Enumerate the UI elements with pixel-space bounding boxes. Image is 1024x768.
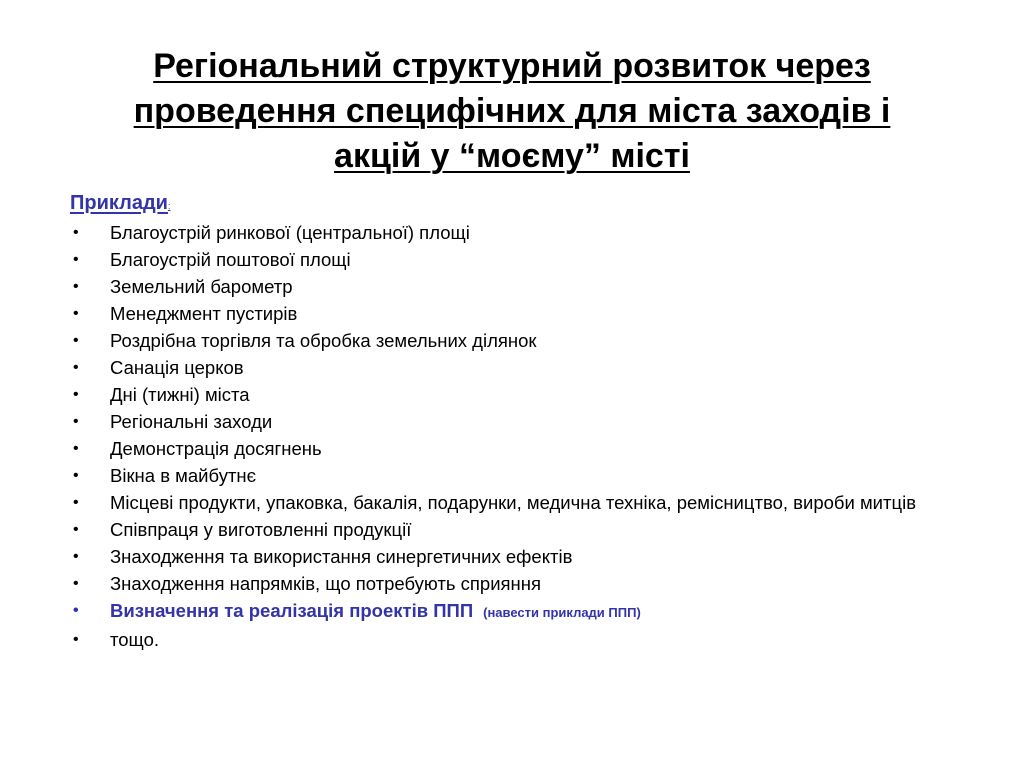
list-item bbox=[70, 492, 970, 513]
list-item-text: Благоустрій ринкової (центральної) площі bbox=[110, 222, 470, 243]
list-item bbox=[70, 465, 970, 486]
list-item bbox=[70, 384, 970, 405]
list-item-text: тощо. bbox=[110, 629, 159, 650]
list-item bbox=[70, 411, 970, 432]
list-item bbox=[70, 519, 970, 540]
list-item bbox=[70, 249, 970, 270]
list-item-text: Благоустрій поштової площі bbox=[110, 249, 351, 270]
list-item bbox=[70, 303, 970, 324]
bullet-icon: • bbox=[73, 386, 79, 403]
list-item-text: Регіональні заходи bbox=[110, 411, 273, 432]
list-item-text: Знаходження та використання синергетичних ефектів bbox=[110, 546, 573, 567]
bullet-icon: • bbox=[73, 575, 79, 592]
title-line-1: Регіональний структурний розвиток через bbox=[153, 47, 871, 85]
list-item-note: (навести приклади ППП) bbox=[483, 605, 641, 620]
list-item-text: Санація церков bbox=[110, 357, 244, 378]
bullet-icon: • bbox=[73, 494, 79, 511]
list-item bbox=[70, 629, 970, 650]
list-item bbox=[70, 438, 970, 459]
bullet-icon: • bbox=[73, 467, 79, 484]
bullet-icon: • bbox=[73, 224, 79, 241]
examples-list bbox=[70, 222, 970, 656]
bullet-icon: • bbox=[73, 602, 79, 619]
list-item-text: Дні (тижні) міста bbox=[110, 384, 250, 405]
bullet-icon: • bbox=[73, 413, 79, 430]
list-item-highlighted bbox=[70, 600, 970, 623]
list-item bbox=[70, 573, 970, 594]
examples-heading-label: Приклади bbox=[70, 192, 168, 214]
examples-heading-colon: : bbox=[167, 201, 171, 211]
list-item bbox=[70, 330, 970, 351]
bullet-icon: • bbox=[73, 332, 79, 349]
bullet-icon: • bbox=[73, 548, 79, 565]
bullet-icon: • bbox=[73, 359, 79, 376]
bullet-icon: • bbox=[73, 305, 79, 322]
title-line-3: акцій у “моєму” місті bbox=[334, 137, 690, 175]
list-item-text: Співпраця у виготовленні продукції bbox=[110, 519, 412, 540]
list-item-text: Вікна в майбутнє bbox=[110, 465, 257, 486]
list-item bbox=[70, 276, 970, 297]
list-item-text: Роздрібна торгівля та обробка земельних ділянок bbox=[110, 330, 537, 351]
bullet-icon: • bbox=[73, 278, 79, 295]
list-item-text: Менеджмент пустирів bbox=[110, 303, 298, 324]
list-item-text: Визначення та реалізація проектів ППП bbox=[110, 600, 474, 621]
list-item-text: Земельний барометр bbox=[110, 276, 293, 297]
bullet-icon: • bbox=[73, 521, 79, 538]
bullet-icon: • bbox=[73, 631, 79, 648]
list-item bbox=[70, 357, 970, 378]
bullet-icon: • bbox=[73, 251, 79, 268]
list-item-text: Демонстрація досягнень bbox=[110, 438, 322, 459]
list-item bbox=[70, 546, 970, 567]
bullet-icon: • bbox=[73, 440, 79, 457]
list-item bbox=[70, 222, 970, 243]
list-item-text: Місцеві продукти, упаковка, бакалія, подарунки, медична техніка, ремісництво, вироби митців bbox=[110, 492, 917, 513]
slide-title bbox=[40, 44, 984, 179]
list-item-text: Знаходження напрямків, що потребують сприяння bbox=[110, 573, 542, 594]
title-line-2: проведення специфічних для міста заходів і bbox=[133, 92, 891, 130]
examples-heading bbox=[70, 192, 170, 215]
